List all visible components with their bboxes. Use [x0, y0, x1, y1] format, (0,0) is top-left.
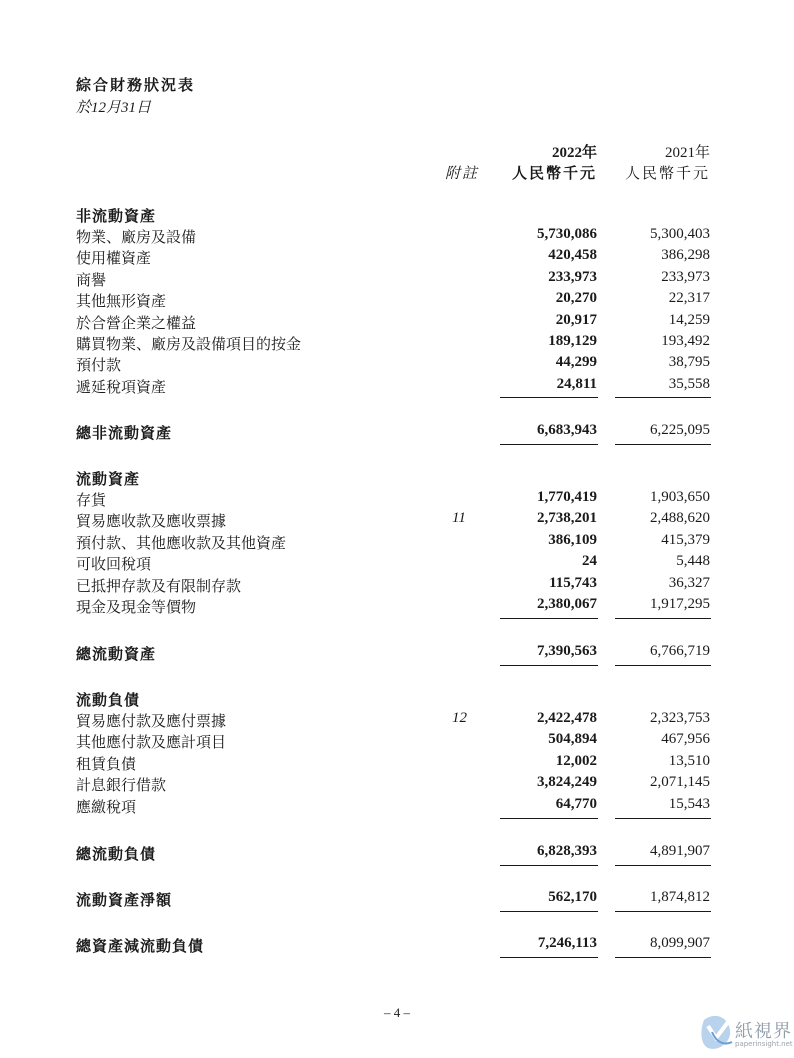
subtotal-rule [500, 818, 598, 819]
table-row [0, 226, 794, 248]
row-value-2021: 1,903,650 [650, 489, 710, 505]
table-row [0, 269, 794, 291]
row-value-2021: 193,492 [661, 333, 710, 349]
total-noncurrent-row [0, 422, 794, 444]
row-label: 計息銀行借款 [76, 778, 167, 795]
total-current-liabilities-row [0, 843, 794, 865]
total-2021: 4,891,907 [650, 843, 710, 859]
row-label: 於合營企業之權益 [76, 315, 197, 332]
section-heading-current-liabilities [0, 689, 794, 711]
total-rule [615, 444, 711, 445]
row-value-2022: 189,129 [548, 333, 597, 349]
row-value-2022: 44,299 [555, 354, 597, 371]
statement-title: 綜合財務狀況表 [76, 78, 196, 94]
total-rule [500, 444, 598, 445]
row-value-2022: 3,824,249 [537, 774, 597, 791]
logo-subtext: paperinsight.net [735, 1040, 793, 1048]
row-value-2022: 20,270 [555, 290, 597, 307]
subtotal-rule [500, 397, 598, 398]
table-row [0, 774, 794, 796]
row-value-2021: 2,071,145 [650, 774, 710, 791]
table-row [0, 710, 794, 732]
row-label: 物業、廠房及設備 [76, 230, 197, 246]
row-value-2022: 1,770,419 [537, 489, 597, 505]
table-row [0, 290, 794, 312]
row-value-2022: 115,743 [549, 574, 597, 591]
row-value-2021: 386,298 [661, 247, 710, 264]
total-2022: 7,390,563 [537, 643, 597, 659]
total-rule [615, 665, 711, 666]
row-value-2022: 420,458 [548, 247, 597, 264]
table-row [0, 247, 794, 269]
row-value-2022: 504,894 [548, 731, 597, 748]
section-heading-current-assets [0, 468, 794, 490]
total-label: 總非流動資產 [76, 426, 173, 442]
row-value-2022: 386,109 [548, 531, 597, 548]
total-2021: 6,225,095 [650, 422, 710, 438]
row-value-2021: 13,510 [668, 752, 710, 769]
row-label: 其他無形資產 [76, 294, 167, 311]
row-value-2021: 233,973 [661, 268, 710, 285]
statement-date: 於12月31日 [76, 100, 152, 116]
row-value-2021: 415,379 [661, 531, 710, 548]
row-label: 其他應付款及應計項目 [76, 735, 227, 752]
total-rule [500, 957, 598, 958]
section-heading-label: 流動資產 [76, 472, 141, 488]
subtotal-rule [615, 618, 711, 619]
row-label: 租賃負債 [76, 756, 137, 773]
net-current-2022: 562,170 [548, 889, 597, 905]
row-value-2021: 35,558 [668, 375, 710, 392]
row-label: 購買物業、廠房及設備項目的按金 [76, 337, 302, 353]
table-row [0, 596, 794, 618]
table-row [0, 575, 794, 597]
row-label: 貿易應付款及應付票據 [76, 714, 227, 730]
total-2021: 6,766,719 [650, 643, 710, 659]
total-rule [500, 665, 598, 666]
total-rule [615, 957, 711, 958]
subtotal-rule [615, 397, 711, 398]
total-current-assets-row [0, 643, 794, 665]
table-row [0, 510, 794, 532]
row-value-2022: 5,730,086 [537, 226, 597, 242]
row-note: 12 [452, 710, 467, 726]
total-rule [615, 911, 711, 912]
total-2022: 6,828,393 [537, 843, 597, 859]
row-value-2022: 233,973 [548, 268, 597, 285]
row-label: 貿易應收款及應收票據 [76, 514, 227, 531]
row-value-2022: 12,002 [555, 752, 597, 769]
table-row [0, 376, 794, 398]
col-note-header: 附註 [445, 166, 480, 182]
subtotal-rule [615, 818, 711, 819]
row-label: 可收回稅項 [76, 557, 152, 574]
section-heading-label: 非流動資產 [76, 209, 157, 225]
total-label: 總流動負債 [76, 847, 157, 863]
row-label: 預付款 [76, 358, 122, 375]
row-label: 應繳稅項 [76, 799, 137, 816]
total-2022: 6,683,943 [537, 422, 597, 438]
row-label: 遞延稅項資產 [76, 379, 167, 396]
row-label: 已抵押存款及有限制存款 [76, 578, 242, 595]
net-current-assets-row [0, 889, 794, 911]
row-value-2021: 2,488,620 [650, 510, 710, 527]
row-label: 存貨 [76, 493, 107, 509]
row-value-2021: 22,317 [668, 290, 710, 307]
table-row [0, 333, 794, 355]
table-row [0, 354, 794, 376]
total-less-2022: 7,246,113 [537, 935, 597, 951]
row-label: 現金及現金等價物 [76, 600, 197, 616]
total-less-label: 總資產減流動負債 [76, 939, 205, 955]
table-row [0, 532, 794, 554]
row-value-2022: 24 [582, 553, 597, 570]
table-row [0, 553, 794, 575]
row-value-2022: 2,380,067 [537, 596, 597, 612]
row-value-2021: 1,917,295 [650, 596, 710, 612]
total-rule [615, 865, 711, 866]
page-number: – 4 – [384, 1005, 410, 1020]
row-value-2022: 24,811 [556, 375, 597, 392]
total-rule [500, 865, 598, 866]
col-2022-unit: 人民幣千元 [511, 166, 597, 182]
table-row [0, 731, 794, 753]
row-value-2022: 2,738,201 [537, 510, 597, 527]
row-value-2021: 2,323,753 [650, 710, 710, 726]
table-row [0, 489, 794, 511]
row-note: 11 [452, 510, 466, 527]
col-2022-year: 2022年 [551, 145, 597, 161]
section-heading-label: 流動負債 [76, 693, 141, 709]
table-row [0, 312, 794, 334]
col-2021-unit: 人民幣千元 [624, 166, 710, 182]
col-2021-year: 2021年 [664, 145, 710, 161]
net-current-label: 流動資產淨額 [76, 893, 173, 909]
row-value-2021: 15,543 [668, 795, 710, 812]
row-value-2021: 467,956 [661, 731, 710, 748]
table-row [0, 753, 794, 775]
row-label: 預付款、其他應收款及其他資產 [76, 535, 287, 552]
section-heading-noncurrent [0, 205, 794, 227]
logo-text: 紙視界 [735, 1021, 792, 1042]
total-rule [500, 911, 598, 912]
total-assets-less-current-liabilities-row [0, 935, 794, 957]
total-label: 總流動資產 [76, 647, 157, 663]
row-value-2022: 20,917 [555, 311, 597, 328]
row-value-2022: 2,422,478 [537, 710, 597, 726]
row-value-2021: 14,259 [668, 311, 710, 328]
row-value-2021: 5,300,403 [650, 226, 710, 242]
row-value-2021: 38,795 [668, 354, 710, 371]
row-label: 使用權資產 [76, 251, 152, 268]
row-label: 商譽 [76, 272, 107, 289]
row-value-2021: 36,327 [668, 574, 710, 591]
row-value-2021: 5,448 [676, 553, 710, 570]
subtotal-rule [500, 618, 598, 619]
total-less-2021: 8,099,907 [650, 935, 710, 951]
table-row [0, 796, 794, 818]
row-value-2022: 64,770 [555, 795, 597, 812]
net-current-2021: 1,874,812 [650, 889, 710, 905]
